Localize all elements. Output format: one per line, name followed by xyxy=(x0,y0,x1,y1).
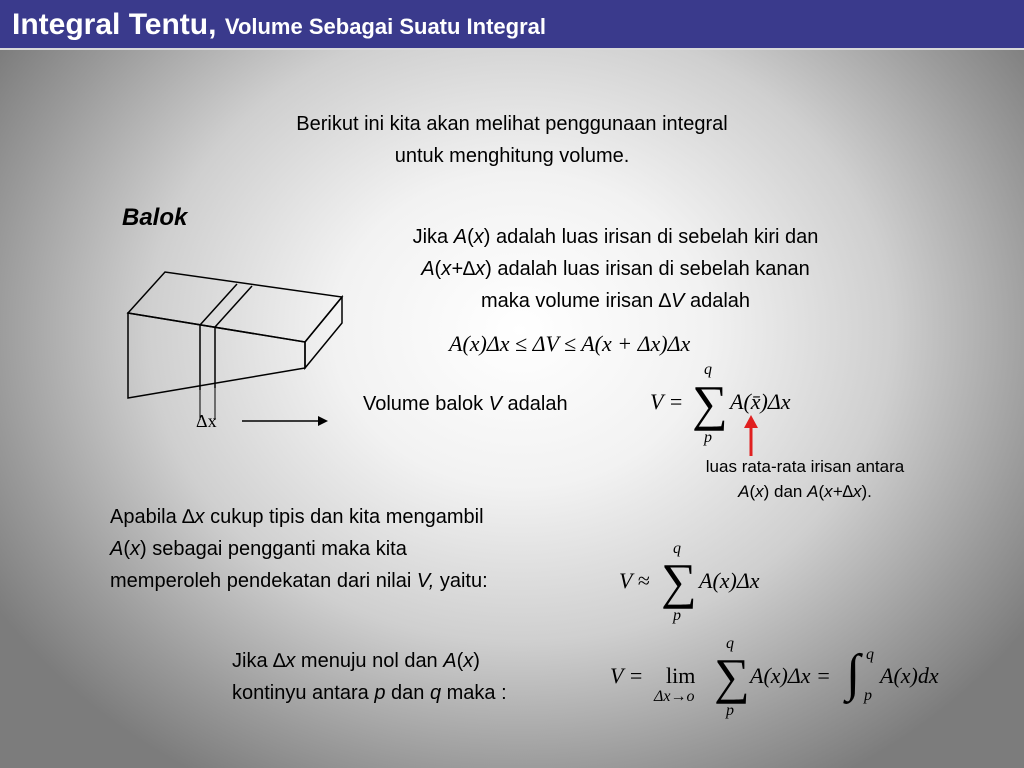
title-subtitle: Volume Sebagai Suatu Integral xyxy=(224,14,547,39)
intro-line-1: Berikut ini kita akan melihat penggunaan integral xyxy=(296,113,728,135)
jika2-text xyxy=(232,645,507,709)
title-main: Integral Tentu, xyxy=(12,8,217,41)
jika2-line-1: Jika ∆x menuju nol dan A(x) xyxy=(232,650,480,672)
apabila-line-3: memperoleh pendekatan dari nilai V, yaitu: xyxy=(110,570,488,592)
inequality-formula: A(x)Δx ≤ ΔV ≤ A(x + Δx)Δx xyxy=(449,331,691,356)
jika2-line-2: kontinyu antara p dan q maka : xyxy=(232,682,507,704)
x-axis-arrowhead xyxy=(318,416,328,426)
jika1-line-3: maka volume irisan ∆V adalah xyxy=(480,290,751,312)
jika1-line-2: A(x+∆x) adalah luas irisan di sebelah kanan xyxy=(421,258,810,280)
volume-balok-text: Volume balok V adalah xyxy=(363,393,568,415)
average-area-note xyxy=(640,454,970,504)
slice-right-top xyxy=(215,286,252,327)
average-area-arrow xyxy=(744,415,758,456)
apabila-line-2: A(x) sebagai pengganti maka kita xyxy=(110,538,407,560)
box-top-face xyxy=(128,272,342,342)
delta-x-label: Δx xyxy=(196,411,217,431)
slice-left-top xyxy=(200,284,237,325)
intro-line-2: untuk menghitung volume. xyxy=(394,145,630,167)
integral-sign: ∫ xyxy=(846,645,861,702)
jika1-line-1: Jika A(x) adalah luas irisan di sebelah kiri dan xyxy=(412,226,819,248)
apabila-text xyxy=(110,501,488,597)
note-line-1: luas rata-rata irisan antara xyxy=(705,457,905,476)
balok-label: Balok xyxy=(122,204,188,231)
jika1-text xyxy=(343,221,888,317)
box-right-face xyxy=(305,297,342,368)
note-line-2: A(x) dan A(x+∆x). xyxy=(738,482,872,501)
apabila-line-1: Apabila ∆x cukup tipis dan kita mengambil xyxy=(110,506,484,528)
